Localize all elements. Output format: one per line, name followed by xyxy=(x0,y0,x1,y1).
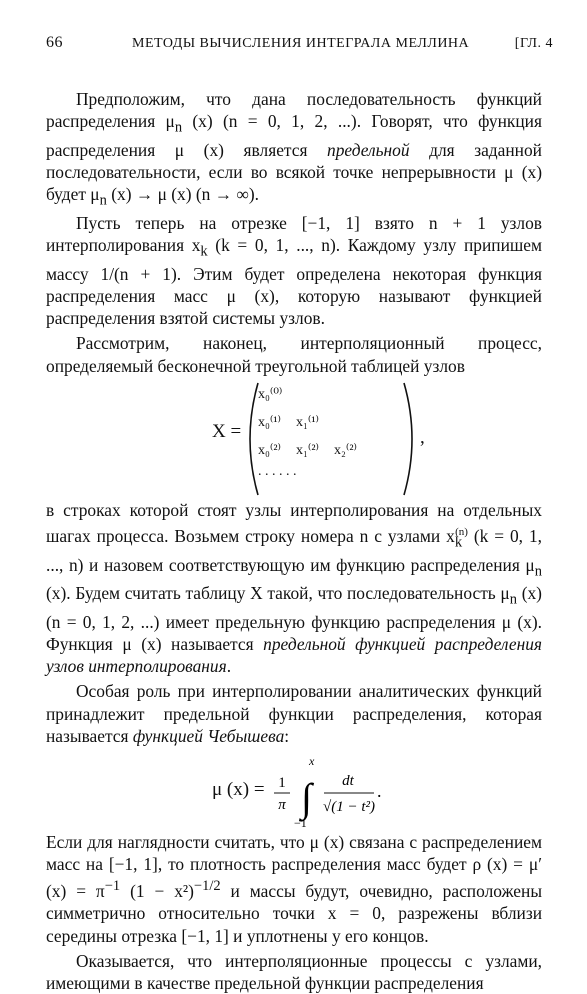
frac-denominator: π xyxy=(278,797,286,814)
equation-lhs: X = xyxy=(212,420,242,442)
integral-formula xyxy=(46,747,542,831)
integrand-numerator: dt xyxy=(342,773,354,790)
node-table-equation xyxy=(46,377,542,499)
chebyshev-equation xyxy=(46,747,542,831)
equation-comma: , xyxy=(420,426,425,448)
paragraph-4: в строках которой стоят узлы интерполирования на отдельных шагах процесса. Возьмем строку номера n с узлами $x_k^{(n)}$ (k = 0, 1, ..., n) и назовем соответствующую им функцию распределения $\mu_n$ (x). Будем считать таблицу X такой, что последовательность $\mu_n$ (x) (n = 0, 1, 2, ...) имеет предельную функцию распределения μ (x). Функция μ (x) называется предельной функцией распределения узлов интерполирования. xyxy=(46,499,543,677)
equation-period: . xyxy=(377,781,382,802)
table-row-0: x₀⁽⁰⁾ xyxy=(258,386,283,402)
integrand-denominator: √(1 − t²) xyxy=(322,799,376,816)
paragraph-3: Рассмотрим, наконец, интерполяционный процесс, определяемый бесконечной треугольной таблицей узлов xyxy=(46,333,542,376)
paragraph-1: Предположим, что дана последовательность функций распределения $\mu_n$ (x) (n = 0, 1, 2, ...). Говорят, что функция распределения μ (x) является предельной для заданной последовательности, если во всякой точке непрерывности μ (x) будет $\mu_n$ (x) → μ (x) (n → ∞). xyxy=(46,89,542,209)
paragraph-5: Особая роль при интерполировании аналитических функций принадлежит предельной функции распределения, которая называется функцией Чебышева: xyxy=(46,681,542,746)
chapter-label: [ГЛ. 4 xyxy=(514,36,553,51)
running-header xyxy=(46,34,553,58)
running-title: МЕТОДЫ ВЫЧИСЛЕНИЯ ИНТЕГРАЛА МЕЛЛИНА xyxy=(132,36,470,51)
node-table-entries xyxy=(258,381,372,479)
frac-numerator: 1 xyxy=(278,775,286,792)
page-number: 66 xyxy=(46,34,63,51)
integral-lower-limit: −1 xyxy=(294,816,307,831)
table-row-1: x₀⁽¹⁾ x₁⁽¹⁾ xyxy=(258,414,319,430)
equation-lhs: μ (x) = xyxy=(212,779,265,801)
integral-sign-icon: ∫ xyxy=(301,775,312,821)
table-row-2: x₀⁽²⁾ x₁⁽²⁾ x₂⁽²⁾ xyxy=(258,442,357,458)
table-row-dots: . . . . . . xyxy=(258,463,297,479)
paragraph-2: Пусть теперь на отрезке [−1, 1] взято n + 1 узлов интерполирования $x_k$ (k = 0, 1, ..., n). Каждому узлу припишем массу 1/(n + 1). Этим будет определена некоторая функция распределения масс μ (x), которую называют функцией распределения взятой системы узлов. xyxy=(46,212,542,329)
term-limit-distribution: предельной функцией распределения узлов интерполирования xyxy=(46,634,543,677)
paragraph-7: Оказывается, что интерполяционные процессы с узлами, имеющими в качестве предельной функции распределения xyxy=(46,950,542,994)
term-limit: предельной xyxy=(327,139,410,160)
paragraph-6: Если для наглядности считать, что μ (x) связана с распределением масс на [−1, 1], то плотность распределения масс будет ρ (x) = μ′ $(x) = \pi^{-1}$ $(1 - x^2)^{-1/2}$ и массы будут, очевидно, расположены симметрично относительно точки x = 0, разрежены вблизи середины отрезка [−1, 1] и уплотнены у его концов. xyxy=(46,832,543,946)
term-chebyshev-function: функцией Чебышева xyxy=(132,725,285,746)
page-body xyxy=(46,88,542,994)
integral-upper-limit: x xyxy=(309,754,315,769)
